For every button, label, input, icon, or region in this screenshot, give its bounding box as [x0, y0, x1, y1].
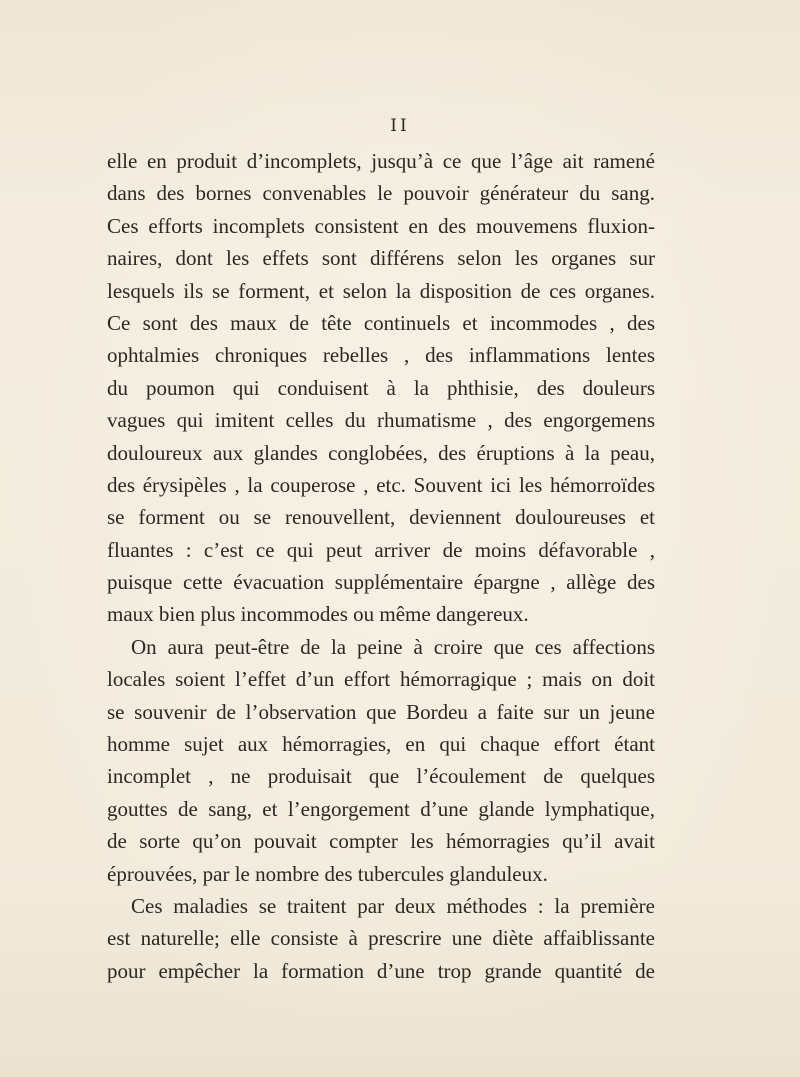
text-line: des érysipèles , la couperose , etc. Souvent ici les hémorroïdes — [107, 472, 655, 497]
text-line: pour empêcher la formation d’une trop grande quantité de — [107, 958, 655, 983]
text-line: ophtalmies chroniques rebelles , des inflammations lentes — [107, 343, 655, 368]
text-line: se forment ou se renouvellent, deviennent douloureuses et — [107, 505, 655, 530]
text-line: locales soient l’effet d’un effort hémorragique ; mais on doit — [107, 667, 655, 692]
text-line: homme sujet aux hémorragies, en qui chaque effort étant — [107, 732, 655, 757]
text-line: dans des bornes convenables le pouvoir générateur du sang. — [107, 181, 655, 206]
text-line: Ce sont des maux de tête continuels et incommodes , des — [107, 310, 655, 335]
text-line: du poumon qui conduisent à la phthisie, des douleurs — [107, 375, 655, 400]
text-line: puisque cette évacuation supplémentaire épargne , allège des — [107, 570, 655, 595]
text-line: maux bien plus incommodes ou même dangereux. — [107, 602, 529, 627]
text-line: douloureux aux glandes conglobées, des éruptions à la peau, — [107, 440, 655, 465]
text-line: elle en produit d’incomplets, jusqu’à ce que l’âge ait ramené — [107, 149, 655, 173]
page-number: II — [390, 116, 410, 136]
text-line: gouttes de sang, et l’engorgement d’une glande lymphatique, — [107, 796, 655, 821]
text-line: Ces maladies se traitent par deux méthodes : la première — [131, 893, 655, 918]
body-text — [107, 145, 655, 987]
text-line: On aura peut-être de la peine à croire que ces affections — [131, 634, 655, 659]
text-line: de sorte qu’on pouvait compter les hémorragies qu’il avait — [107, 829, 655, 854]
text-line: lesquels ils se forment, et selon la disposition de ces organes. — [107, 278, 655, 303]
text-line: se souvenir de l’observation que Bordeu a faite sur un jeune — [107, 699, 655, 724]
text-line: est naturelle; elle consiste à prescrire une diète affaiblissante — [107, 926, 655, 951]
text-line: incomplet , ne produisait que l’écoulement de quelques — [107, 764, 655, 789]
text-line: vagues qui imitent celles du rhumatisme , des engorgemens — [107, 408, 655, 433]
text-line: naires, dont les effets sont différens selon les organes sur — [107, 246, 655, 271]
text-line: Ces efforts incomplets consistent en des mouvemens fluxion- — [107, 213, 655, 238]
text-line: fluantes : c’est ce qui peut arriver de moins défavorable , — [107, 537, 655, 562]
text-line: éprouvées, par le nombre des tubercules glanduleux. — [107, 861, 548, 886]
